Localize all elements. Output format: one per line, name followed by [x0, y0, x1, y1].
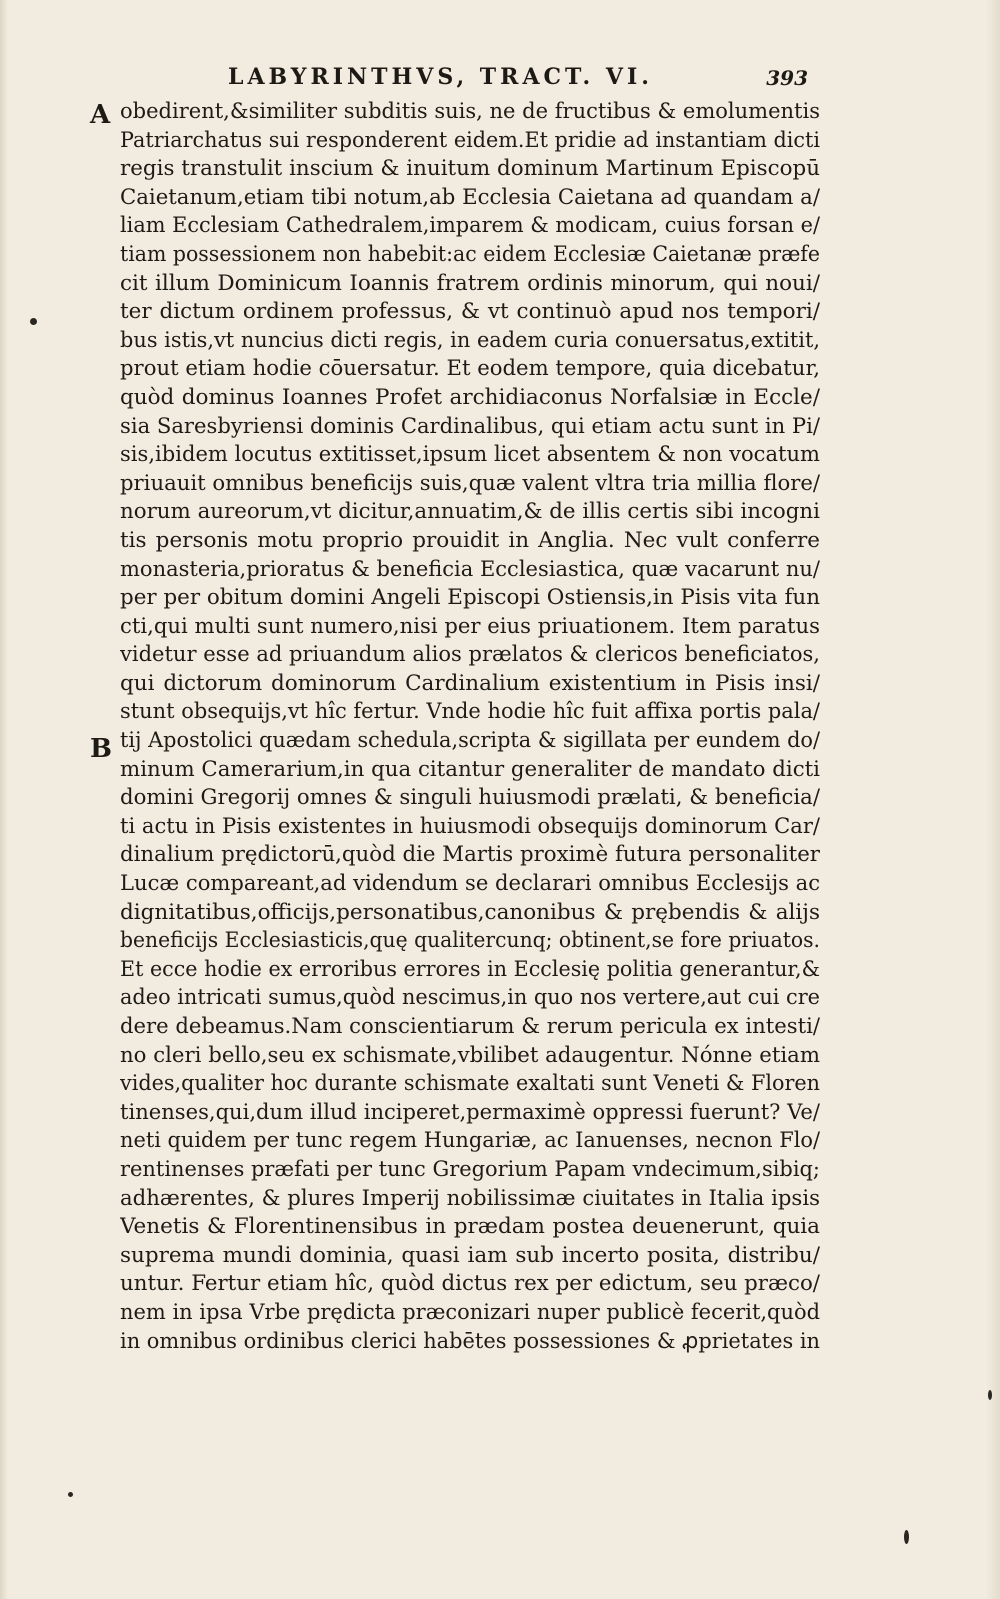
ink-speck	[988, 1390, 992, 1400]
text-line: monasteria,prioratus & beneficia Ecclesiastica, quæ vacarunt nu/	[120, 556, 820, 582]
page-edge-left	[0, 0, 8, 1599]
body-text	[120, 98, 820, 1356]
text-line: qui dictorum dominorum Cardinalium existentium in Pisis insi/	[120, 670, 820, 696]
margin-marker-a: A	[90, 100, 111, 130]
text-line: suprema mundi dominia, quasi iam sub incerto posita, distribu/	[120, 1242, 820, 1268]
margin-marker-b: B	[90, 734, 112, 764]
ink-speck	[30, 318, 37, 325]
text-line: vides,qualiter hoc durante schismate exaltati sunt Veneti & Floren	[120, 1071, 820, 1097]
page-header	[228, 64, 808, 98]
text-line: Patriarchatus sui responderent eidem.Et pridie ad instantiam dicti	[120, 127, 820, 153]
text-line: cti,qui multi sunt numero,nisi per eius priuationem. Item paratus	[120, 613, 820, 639]
text-line: sis,ibidem locutus extitisset,ipsum licet absentem & non vocatum	[120, 442, 820, 468]
text-line: rentinenses præfati per tunc Gregorium Papam vndecimum,sibiq;	[120, 1156, 820, 1182]
text-line: regis transtulit inscium & inuitum dominum Martinum Episcopū	[120, 156, 820, 182]
folio-number: 393	[766, 66, 808, 90]
text-line: stunt obsequijs,vt hîc fertur. Vnde hodie hîc fuit affixa portis pala/	[120, 699, 820, 725]
text-line: ter dictum ordinem professus, & vt continuò apud nos tempori/	[120, 299, 820, 325]
text-line: cit illum Dominicum Ioannis fratrem ordinis minorum, qui noui/	[120, 270, 820, 296]
text-line: quòd dominus Ioannes Profet archidiaconus Norfalsiæ in Eccle/	[120, 384, 820, 410]
text-line: domini Gregorij omnes & singuli huiusmodi prælati, & beneficia/	[120, 785, 820, 811]
text-line: adeo intricati sumus,quòd nescimus,in quo nos vertere,aut cui cre	[120, 985, 820, 1011]
text-line: tinenses,qui,dum illud inciperet,permaximè oppressi fuerunt? Ve/	[120, 1099, 820, 1125]
text-line: norum aureorum,vt dicitur,annuatim,& de illis certis sibi incogni	[120, 499, 820, 525]
text-line: minum Camerarium,in qua citantur generaliter de mandato dicti	[120, 756, 820, 782]
text-line: Lucæ compareant,ad videndum se declarari omnibus Ecclesijs ac	[120, 871, 820, 897]
text-line: beneficijs Ecclesiasticis,quę qualitercunq; obtinent,se fore priuatos.	[120, 928, 820, 954]
text-line: ti actu in Pisis existentes in huiusmodi obsequijs dominorum Car/	[120, 813, 820, 839]
text-line: liam Ecclesiam Cathedralem,imparem & modicam, cuius forsan e/	[120, 213, 820, 239]
text-line: tiam possessionem non habebit:ac eidem Ecclesiæ Caietanæ præfe	[120, 241, 820, 267]
text-line: Et ecce hodie ex erroribus errores in Ecclesię politia generantur,&	[120, 956, 820, 982]
text-line: Caietanum,etiam tibi notum,ab Ecclesia Caietana ad quandam a/	[120, 184, 820, 210]
page-edge-right	[986, 0, 1000, 1599]
text-line: in omnibus ordinibus clerici habētes possessiones & ꝓprietates in	[120, 1328, 820, 1354]
text-line: tis personis motu proprio prouidit in Anglia. Nec vult conferre	[120, 527, 820, 553]
text-line: priuauit omnibus beneficijs suis,quæ valent vltra tria millia flore/	[120, 470, 820, 496]
text-line: nem in ipsa Vrbe prędicta præconizari nuper publicè fecerit,quòd	[120, 1299, 820, 1325]
text-line: bus istis,vt nuncius dicti regis, in eadem curia conuersatus,extitit,	[120, 327, 820, 353]
text-line: sia Saresbyriensi dominis Cardinalibus, qui etiam actu sunt in Pi/	[120, 413, 820, 439]
text-line: neti quidem per tunc regem Hungariæ, ac Ianuenses, necnon Flo/	[120, 1128, 820, 1154]
ink-speck	[904, 1530, 909, 1544]
text-line: no cleri bello,seu ex schismate,vbilibet adaugentur. Nónne etiam	[120, 1042, 820, 1068]
text-line: obedirent,&similiter subditis suis, ne de fructibus & emolumentis	[120, 99, 820, 124]
text-line: tij Apostolici quædam schedula,scripta & sigillata per eundem do/	[120, 728, 820, 754]
text-line: dinalium prędictorū,quòd die Martis proximè futura personaliter	[120, 842, 820, 868]
text-line: per per obitum domini Angeli Episcopi Ostiensis,in Pisis vita fun	[120, 585, 820, 611]
text-line: dere debeamus.Nam conscientiarum & rerum pericula ex intesti/	[120, 1014, 820, 1039]
text-line: prout etiam hodie cōuersatur. Et eodem tempore, quia dicebatur,	[120, 356, 820, 382]
text-line: Venetis & Florentinensibus in prædam postea deuenerunt, quia	[120, 1214, 820, 1240]
text-line: dignitatibus,officijs,personatibus,canonibus & prębendis & alijs	[120, 899, 820, 925]
running-head: LABYRINTHVS, TRACT. VI.	[228, 64, 653, 90]
text-line: untur. Fertur etiam hîc, quòd dictus rex per edictum, seu præco/	[120, 1271, 820, 1297]
text-line: adhærentes, & plures Imperij nobilissimæ ciuitates in Italia ipsis	[120, 1185, 820, 1211]
text-line: videtur esse ad priuandum alios prælatos & clericos beneficiatos,	[120, 642, 820, 668]
ink-speck	[68, 1492, 73, 1497]
